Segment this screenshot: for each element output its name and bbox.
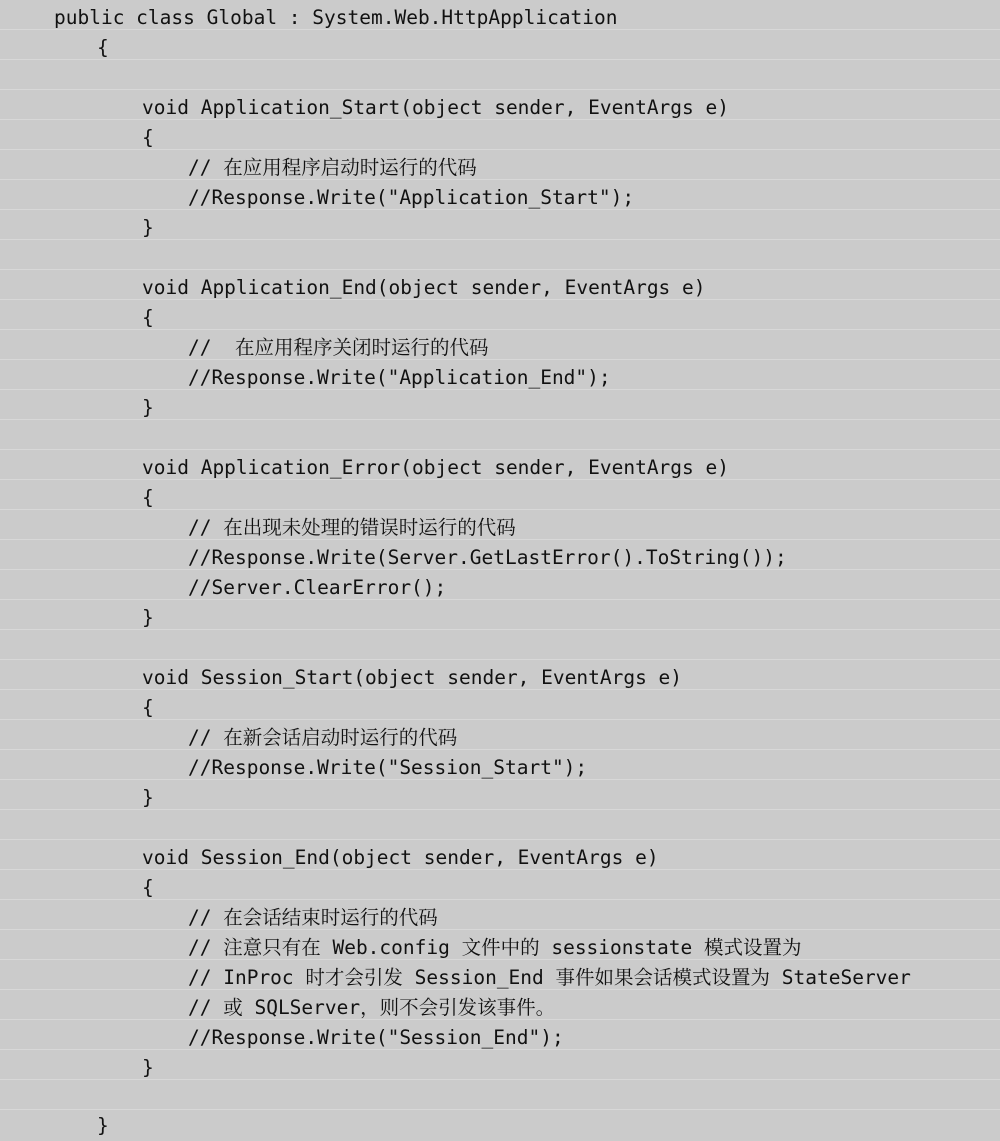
code-line-open-brace: { (142, 486, 154, 509)
code-line-application-start-signature: void Application_Start(object sender, EventArgs e) (142, 96, 729, 119)
code-line-close-brace: } (142, 1056, 154, 1079)
code-line-close-brace: } (142, 786, 154, 809)
code-line-comment: // 或 SQLServer，则不会引发该事件。 (188, 996, 556, 1019)
code-line-comment: // 在新会话启动时运行的代码 (188, 726, 458, 749)
code-line-class-open-brace: { (97, 36, 109, 59)
code-line-comment: //Response.Write("Session_End"); (188, 1026, 564, 1049)
code-line-comment: // 在会话结束时运行的代码 (188, 906, 438, 929)
code-line-open-brace: { (142, 306, 154, 329)
code-line-close-brace: } (142, 606, 154, 629)
code-line-close-brace: } (142, 216, 154, 239)
code-line-class-declaration: public class Global : System.Web.HttpApplication (54, 6, 618, 29)
code-line-comment: // 注意只有在 Web.config 文件中的 sessionstate 模式设置为 (188, 936, 802, 959)
code-line-session-start-signature: void Session_Start(object sender, EventArgs e) (142, 666, 683, 689)
code-line-comment: // 在应用程序关闭时运行的代码 (188, 336, 489, 359)
code-line-comment: //Response.Write("Session_Start"); (188, 756, 588, 779)
code-line-open-brace: { (142, 876, 154, 899)
code-line-comment: //Server.ClearError(); (188, 576, 447, 599)
code-line-comment: //Response.Write("Application_End"); (188, 366, 611, 389)
code-line-comment: // InProc 时才会引发 Session_End 事件如果会话模式设置为 StateServer (188, 966, 911, 989)
code-line-application-end-signature: void Application_End(object sender, EventArgs e) (142, 276, 706, 299)
code-line-comment: // 在出现未处理的错误时运行的代码 (188, 516, 516, 539)
code-line-class-close-brace: } (97, 1114, 109, 1137)
code-line-application-error-signature: void Application_Error(object sender, EventArgs e) (142, 456, 729, 479)
code-line-close-brace: } (142, 396, 154, 419)
code-line-comment: //Response.Write("Application_Start"); (188, 186, 635, 209)
code-line-open-brace: { (142, 126, 154, 149)
code-line-open-brace: { (142, 696, 154, 719)
code-line-comment: // 在应用程序启动时运行的代码 (188, 156, 477, 179)
code-line-comment: //Response.Write(Server.GetLastError().ToString()); (188, 546, 787, 569)
code-line-session-end-signature: void Session_End(object sender, EventArgs e) (142, 846, 659, 869)
